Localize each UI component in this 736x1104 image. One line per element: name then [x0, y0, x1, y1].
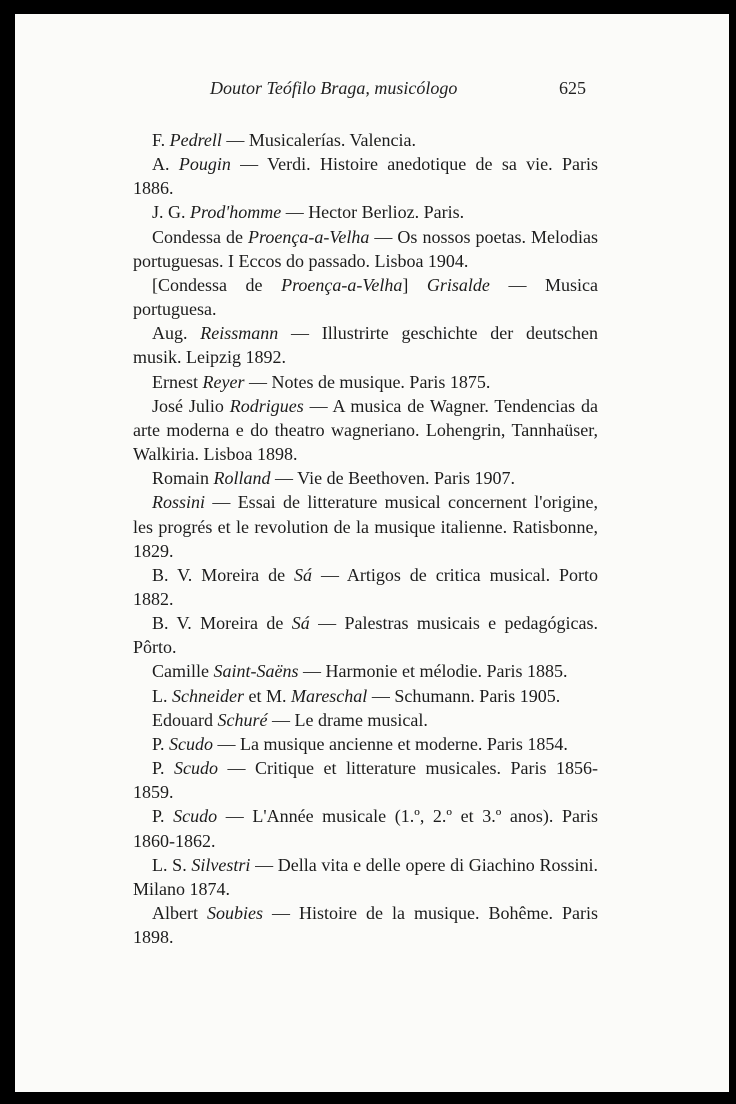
bibliography-entry: J. G. Prod'homme — Hector Berlioz. Paris.: [152, 202, 465, 223]
bibliography-entry: Albert Soubies — Histoire de la musique. Bohême. Paris 1898.: [133, 903, 599, 948]
bibliography-entry: Edouard Schuré — Le drame musical.: [152, 709, 428, 730]
bibliography-entry: P. Scudo — L'Année musicale (1.º, 2.º et 3.º anos). Paris 1860-1862.: [133, 806, 598, 851]
running-title: Doutor Teófilo Braga, musicólogo: [210, 78, 458, 98]
bibliography-entry: Rossini — Essai de litterature musical concernent l'origine, les progrés et le revolution de la musique italienne. Ratisbonne, 1829.: [133, 492, 598, 561]
bibliography-entry: Camille Saint-Saëns — Harmonie et mélodie. Paris 1885.: [152, 661, 568, 682]
bibliography-entry: B. V. Moreira de Sá — Artigos de critica musical. Porto 1882.: [133, 564, 598, 609]
bibliography-list: [133, 128, 598, 949]
bibliography-entry: L. Schneider et M. Mareschal — Schumann. Paris 1905.: [152, 685, 561, 706]
bibliography-entry: F. Pedrell — Musicalerías. Valencia.: [152, 130, 416, 150]
book-page: [15, 14, 729, 1092]
bibliography-entry: Condessa de Proença-a-Velha — Os nossos poetas. Melodias portuguesas. I Eccos do passado. Lisboa 1904.: [133, 226, 598, 271]
bibliography-entry: L. S. Silvestri — Della vita e delle opere di Giachino Rossini. Milano 1874.: [133, 854, 598, 899]
bibliography-entry: Aug. Reissmann — Illustrirte geschichte der deutschen musik. Leipzig 1892.: [133, 323, 598, 368]
bibliography-entry: Romain Rolland — Vie de Beethoven. Paris 1907.: [152, 468, 516, 489]
bibliography-entry: Ernest Reyer — Notes de musique. Paris 1875.: [152, 371, 491, 392]
bibliography-entry: A. Pougin — Verdi. Histoire anedotique de sa vie. Paris 1886.: [133, 154, 598, 199]
bibliography-entry: P. Scudo — Critique et litterature musicales. Paris 1856-1859.: [133, 758, 599, 803]
bibliography-entry: B. V. Moreira de Sá — Palestras musicais e pedagógicas. Pôrto.: [133, 613, 598, 658]
page-number: 625: [559, 78, 586, 98]
bibliography-entry: P. Scudo — La musique ancienne et moderne. Paris 1854.: [152, 733, 568, 754]
bibliography-entry: [Condessa de Proença-a-Velha] Grisalde — Musica portuguesa.: [133, 274, 598, 320]
running-header: [15, 78, 729, 102]
bibliography-entry: José Julio Rodrigues — A musica de Wagner. Tendencias da arte moderna e do theatro wagneriano. Lohengrin, Tannhaüser, Walkiria. Lisboa 1898.: [133, 395, 598, 465]
